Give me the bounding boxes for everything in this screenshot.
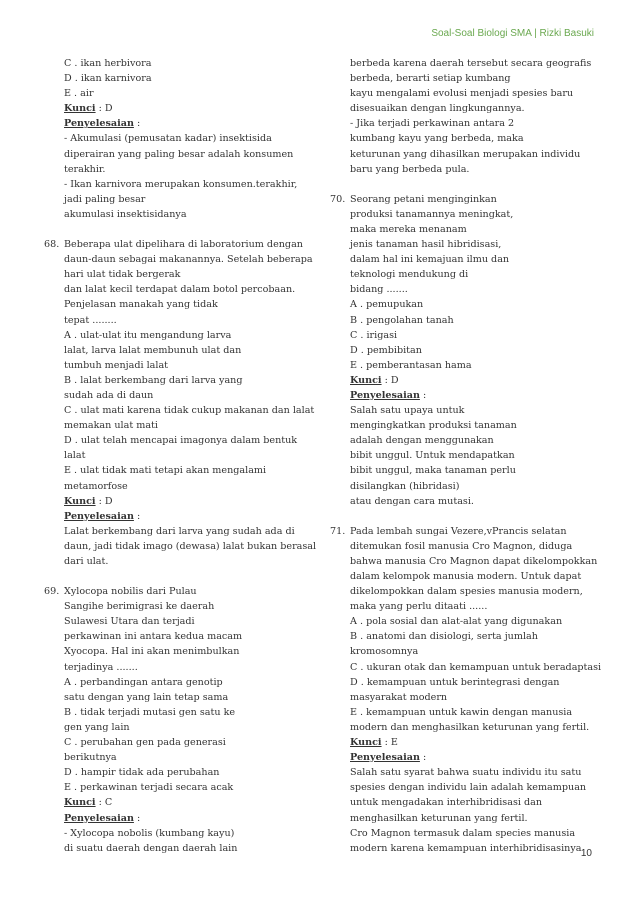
text-line: C . perubahan gen pada generasi (64, 737, 226, 749)
text-line: B . pengolahan tanah (350, 314, 454, 326)
separator: : (381, 374, 391, 386)
text-line: D . ikan karnivora (64, 73, 152, 85)
text-line: Lalat berkembang dari larva yang sudah ada di (64, 525, 295, 537)
solution-lines (350, 765, 598, 856)
question-number: 68. (44, 239, 60, 251)
text-line: Sangihe berimigrasi ke daerah (64, 601, 215, 613)
separator: : (133, 812, 141, 824)
text-line: B . tidak terjadi mutasi gen satu ke (64, 706, 236, 718)
answer-key-value: E (390, 737, 398, 749)
question-number: 71. (330, 525, 346, 537)
text-line: sudah ada di daun (64, 389, 154, 401)
question-69 (44, 584, 306, 856)
text-line: Salah satu syarat bahwa suatu individu itu satu (350, 767, 582, 779)
text-line: maka mereka menanam (350, 223, 467, 235)
text-line: keturunan yang dihasilkan merupakan individu (350, 148, 581, 160)
text-line: produksi tanamannya meningkat, (350, 208, 514, 220)
solution-lines (64, 131, 306, 222)
text-line: Beberapa ulat dipelihara di laboratorium dengan (64, 239, 303, 251)
answer-key-label: Kunci (64, 103, 96, 115)
answer-key-label: Kunci (64, 495, 96, 507)
text-line: bahwa manusia Cro Magnon dapat dikelompokkan (350, 555, 598, 567)
solution-label: Penyelesaian (64, 510, 134, 522)
solution-lines (64, 826, 306, 856)
answer-key (64, 101, 306, 116)
text-line: berbeda, berarti setiap kumbang (350, 73, 511, 85)
text-line: berbeda karena daerah tersebut secara geografis (350, 58, 592, 69)
right-column (330, 56, 602, 856)
question-70 (330, 192, 598, 509)
answer-key (350, 735, 598, 750)
question-68 (44, 237, 317, 569)
text-line: Xyocopa. Hal ini akan menimbulkan (64, 646, 240, 658)
question-67-continuation (44, 56, 306, 222)
answer-key (350, 373, 598, 388)
text-line: menghasilkan keturunan yang fertil. (350, 812, 528, 824)
text-line: dari ulat. (64, 556, 109, 567)
answer-key-value: D (104, 103, 113, 115)
solution-label: Penyelesaian (64, 812, 134, 824)
text-line: daun-daun sebagai makanannya. Setelah beberapa (64, 254, 313, 266)
text-line: Seorang petani menginginkan (350, 193, 497, 205)
solution-lines (64, 524, 317, 569)
question-lines (350, 192, 598, 373)
question-number: 69. (44, 586, 60, 598)
text-line: maka yang perlu ditaati ...... (350, 601, 488, 613)
separator: : (419, 752, 427, 764)
text-line: daun, jadi tidak imago (dewasa) lalat bukan berasal (64, 540, 317, 552)
question-lines (64, 237, 315, 494)
text-line: Xylocopa nobilis dari Pulau (64, 586, 197, 598)
text-line: masyarakat modern (350, 691, 448, 703)
text-line: disilangkan (hibridasi) (350, 480, 460, 492)
text-line: modern dan menghasilkan keturunan yang fertil. (350, 721, 590, 733)
text-line: metamorfose (64, 480, 128, 492)
text-line: tepat ........ (64, 314, 117, 326)
text-line: terakhir. (64, 163, 106, 175)
continuation-lines (64, 56, 306, 101)
text-line: C . ulat mati karena tidak cukup makanan dan lalat (64, 405, 315, 417)
text-line: dan lalat kecil terdapat dalam botol percobaan. (64, 284, 296, 296)
text-line: E . kemampuan untuk kawin dengan manusia (350, 706, 573, 718)
text-line: terjadinya ....... (64, 661, 138, 673)
text-line: adalah dengan menggunakan (350, 435, 494, 447)
solution-heading (350, 750, 598, 765)
text-line: kayu mengalami evolusi menjadi spesies baru (350, 88, 574, 100)
text-line: D . hampir tidak ada perubahan (64, 767, 220, 779)
text-line: berikutnya (64, 752, 117, 764)
text-line: A . pemupukan (350, 299, 424, 311)
text-line: teknologi mendukung di (350, 269, 469, 281)
text-line: untuk mengadakan interhibridisasi dan (350, 797, 543, 809)
text-line: modern karena kemampuan interhibridisasinya (350, 842, 582, 854)
separator: : (133, 510, 141, 522)
solution-label: Penyelesaian (350, 752, 420, 764)
question-number: 70. (330, 193, 346, 205)
text-line: gen yang lain (64, 721, 130, 733)
text-line: D . pembibitan (350, 344, 422, 356)
text-line: baru yang berbeda pula. (350, 163, 470, 175)
page-number: 10 (580, 848, 592, 859)
text-line: Salah satu upaya untuk (350, 405, 465, 417)
text-line: lalat (64, 450, 86, 462)
solution-heading (350, 388, 598, 403)
question-lines (64, 584, 306, 795)
text-line: Penjelasan manakah yang tidak (64, 299, 218, 311)
text-line: - Akumulasi (pemusatan kadar) insektisida (64, 133, 272, 145)
text-line: perkawinan ini antara kedua macam (64, 631, 243, 643)
text-line: E . pemberantasan hama (350, 359, 472, 371)
solution-label: Penyelesaian (350, 389, 420, 401)
separator: : (95, 495, 105, 507)
continuation-lines (350, 56, 598, 177)
text-line: di suatu daerah dengan daerah lain (64, 842, 238, 854)
answer-key-label: Kunci (64, 797, 96, 809)
separator: : (95, 797, 105, 809)
text-line: D . ulat telah mencapai imagonya dalam bentuk (64, 435, 298, 447)
text-line: E . air (64, 88, 94, 100)
text-line: B . lalat berkembang dari larva yang (64, 374, 243, 386)
text-line: - Jika terjadi perkawinan antara 2 (350, 118, 515, 130)
text-line: E . ulat tidak mati tetapi akan mengalami (64, 465, 267, 477)
text-line: C . irigasi (350, 329, 398, 341)
question-69-continuation (330, 56, 598, 177)
text-line: lalat, larva lalat membunuh ulat dan (64, 344, 242, 356)
text-line: Cro Magnon termasuk dalam species manusia (350, 827, 576, 839)
text-line: - Ikan karnivora merupakan konsumen.terakhir, (64, 178, 298, 190)
left-column (44, 56, 317, 856)
text-line: atau dengan cara mutasi. (350, 495, 474, 507)
text-line: Pada lembah sungai Vezere,vPrancis selatan (350, 525, 567, 537)
answer-key-value: D (104, 495, 113, 507)
solution-label: Penyelesaian (64, 118, 134, 130)
text-line: akumulasi insektisidanya (64, 208, 187, 220)
answer-key-label: Kunci (350, 374, 382, 386)
text-line: dalam kelompok manusia modern. Untuk dapat (350, 571, 582, 582)
text-line: D . kemampuan untuk berintegrasi dengan (350, 676, 560, 688)
text-line: mengingkatkan produksi tanaman (350, 420, 517, 432)
text-line: disesuaikan dengan lingkungannya. (350, 103, 525, 115)
answer-key (64, 795, 306, 810)
text-line: diperairan yang paling besar adalah konsumen (64, 148, 294, 160)
separator: : (419, 389, 427, 401)
text-line: memakan ulat mati (64, 420, 158, 432)
question-71 (330, 524, 602, 856)
solution-heading (64, 116, 306, 131)
text-line: ditemukan fosil manusia Cro Magnon, diduga (350, 540, 573, 552)
text-line: jenis tanaman hasil hibridisasi, (350, 239, 502, 251)
solution-lines (350, 403, 598, 509)
answer-key-value: C (104, 797, 113, 809)
text-line: kromosomnya (350, 646, 419, 658)
text-line: spesies dengan individu lain adalah kemampuan (350, 782, 587, 794)
solution-heading (64, 811, 306, 826)
text-line: bidang ....... (350, 284, 408, 296)
separator: : (95, 103, 105, 115)
solution-heading (64, 509, 306, 524)
separator: : (133, 118, 141, 130)
text-line: dikelompokkan dalam spesies manusia modern, (350, 586, 583, 598)
separator: : (381, 737, 391, 749)
running-header: Soal-Soal Biologi SMA | Rizki Basuki (431, 28, 594, 39)
text-line: B . anatomi dan disiologi, serta jumlah (350, 631, 538, 643)
text-line: C . ukuran otak dan kemampuan untuk beradaptasi (350, 661, 602, 673)
answer-key-value: D (390, 374, 399, 386)
text-line: satu dengan yang lain tetap sama (64, 691, 229, 703)
text-line: C . ikan herbivora (64, 58, 152, 69)
text-line: dalam hal ini kemajuan ilmu dan (350, 254, 510, 266)
answer-key (64, 494, 306, 509)
text-line: A . perbandingan antara genotip (64, 676, 223, 688)
text-line: A . pola sosial dan alat-alat yang digunakan (350, 616, 563, 628)
text-line: jadi paling besar (64, 193, 146, 205)
text-line: kumbang kayu yang berbeda, maka (350, 133, 524, 145)
text-line: Sulawesi Utara dan terjadi (64, 616, 195, 628)
text-line: hari ulat tidak bergerak (64, 269, 181, 281)
question-lines (350, 524, 602, 735)
text-line: tumbuh menjadi lalat (64, 359, 169, 371)
text-line: A . ulat-ulat itu mengandung larva (64, 329, 232, 341)
text-line: - Xylocopa nobolis (kumbang kayu) (64, 827, 235, 839)
text-line: E . perkawinan terjadi secara acak (64, 782, 234, 794)
text-line: bibit unggul, maka tanaman perlu (350, 465, 516, 477)
answer-key-label: Kunci (350, 737, 382, 749)
text-line: bibit unggul. Untuk mendapatkan (350, 450, 515, 462)
